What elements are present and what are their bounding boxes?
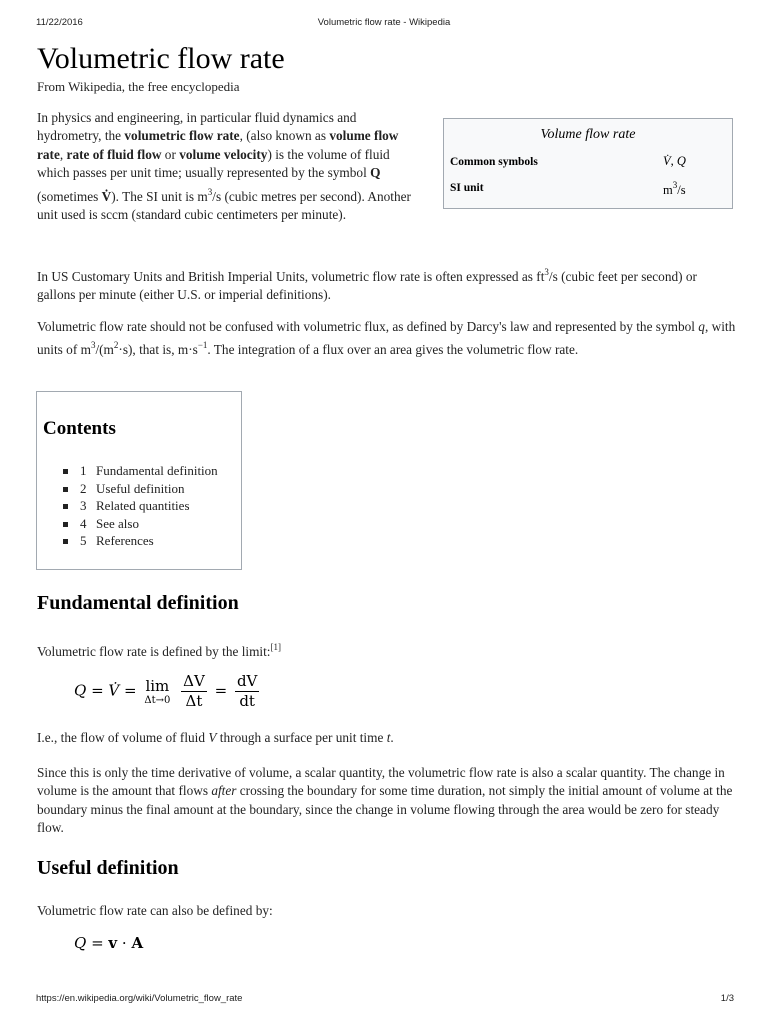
toc-item-related-quantities[interactable] [63,497,218,515]
tagline: From Wikipedia, the free encyclopedia [37,79,240,94]
fundamental-explanation: I.e., the flow of volume of fluid V through a surface per unit time t. [37,730,394,745]
fraction-denominator: dt [239,692,255,710]
print-date: 11/22/2016 [36,17,83,28]
toc-item-label: Fundamental definition [96,463,218,478]
infobox-value-si-unit: $m^3/s$ [663,180,686,197]
limit-equation [74,672,262,711]
scalar-quantity-paragraph: Since this is only the time derivative of volume, a scalar quantity, the volumetric flow rate is also a scalar quantity. The change in volume is the amount that flows after crossing the boundary for some time duration, not simply the initial amount of volume at the boundary minus the final amount at the boundary, since the change in volume flowing through the area would be zero for steady flow. [37,765,733,836]
fraction-numerator: dV [236,672,258,690]
infobox [443,118,733,209]
print-page-title: Volumetric flow rate - Wikipedia [317,17,451,28]
infobox-label-si-unit: SI unit [450,182,484,194]
toc-item-number: 4 [80,515,87,531]
intro-paragraph: In physics and engineering, in particular fluid dynamics and hydrometry, the volumetric flow rate, (also known as volume flow rate, rate of fluid flow or volume velocity) is the volume of fluid which passes per unit time; usually represented by the symbol Q (sometimes V̇). The SI unit is $m^3/s$ (cubic metres per second). Another unit used is sccm (standard cubic centimeters per minute). [37,110,411,223]
toc-item-label: See also [96,515,139,531]
toc-item-fundamental-definition[interactable] [63,462,218,480]
toc-item-number: 2 [80,480,87,496]
delta-fraction [181,672,207,711]
volumetric-flux-paragraph: Volumetric flow rate should not be confused with volumetric flux, as defined by Darcy's law and represented by the symbol q, with units of $m^3/(m^2\cdot s)$, that is, $m\cdot s^{-1}$. The integration of a flux over an area gives the volumetric flow rate. [37,319,736,358]
section-heading-fundamental-definition: Fundamental definition [37,592,239,614]
section-heading-useful-definition: Useful definition [37,857,179,879]
limit-label: lim [145,676,170,695]
infobox-label-symbols: Common symbols [450,156,538,168]
infobox-value-symbols: V̇, Q [663,154,686,168]
useful-lead: Volumetric flow rate can also be defined by: [37,903,273,918]
toc-item-number: 1 [80,463,87,478]
velocity-area-equation: Q = v · A [74,934,144,952]
toc-item-references[interactable] [63,532,218,550]
toc-item-label: References [96,533,154,549]
toc-item-label: Related quantities [96,498,190,514]
fundamental-lead: Volumetric flow rate is defined by the limit:[1] [37,642,282,659]
print-url: https://en.wikipedia.org/wiki/Volumetric_flow_rate [36,993,243,1004]
customary-units-paragraph: In US Customary Units and British Imperial Units, volumetric flow rate is often expressed as $ft^3/s$ (cubic feet per second) or gallons per minute (either U.S. or imperial definitions). [37,267,697,303]
toc-item-number: 5 [80,533,87,549]
limit-subscript: Δt→0 [144,694,171,706]
limit-operator [144,678,170,706]
print-page-number: 1/3 [720,993,734,1004]
fraction-numerator: ΔV [183,672,205,690]
toc-item-useful-definition[interactable] [63,480,218,498]
equation-lhs: Q = V̇ = [74,681,137,700]
infobox-caption: Volume flow rate [540,127,636,142]
toc-list [63,462,218,550]
page-title: Volumetric flow rate [37,42,285,75]
fraction-denominator: Δt [185,692,203,710]
table-of-contents [36,391,242,570]
toc-item-label: Useful definition [96,480,185,496]
derivative-fraction [235,672,259,711]
equals-sign: = [214,681,228,700]
toc-title: Contents [43,418,116,439]
toc-item-see-also[interactable] [63,515,218,533]
toc-item-number: 3 [80,498,87,514]
